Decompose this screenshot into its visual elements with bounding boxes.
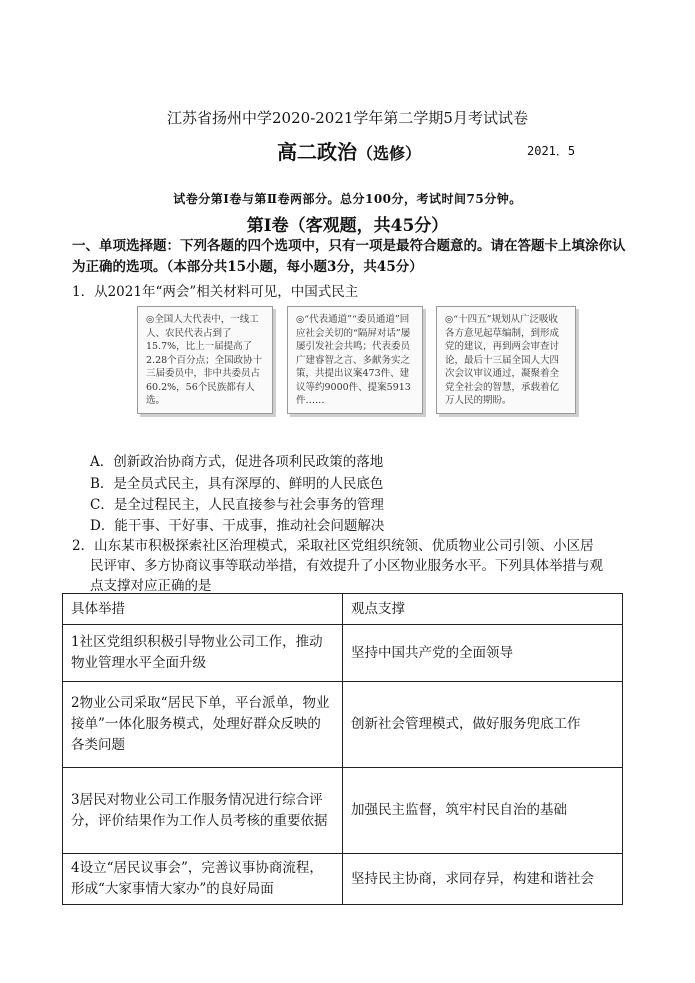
exam-title: 江苏省扬州中学2020-2021学年第二学期5月考试试卷	[167, 109, 528, 127]
exam-notice: 试卷分第Ⅰ卷与第Ⅱ卷两部分。总分100分，考试时间75分钟。	[173, 192, 522, 206]
exam-date: 2021．5	[527, 144, 576, 158]
view-cell: 坚持民主协商，求同存异，构建和谐社会	[343, 854, 623, 905]
q1-option-c: C．是全过程民主，人民直接参与社会事务的管理	[90, 497, 384, 513]
table-row	[63, 682, 623, 768]
quote-box-2: ◎“代表通道”“委员通道”回应社会关切的“隔屏对话”屡屡引发社会共鸣；代表委员广建睿智之言、多献务实之策，共提出议案473件、建议等约9000件、提案5913件……	[287, 306, 423, 414]
measure-cell: 4设立“居民议事会”，完善议事协商流程，形成“大家事情大家办”的良好局面	[63, 854, 343, 905]
measure-cell: 2物业公司采取“居民下单，平台派单，物业接单”一体化服务模式，处理好群众反映的各类问题	[63, 682, 343, 768]
q1-option-d: D．能干事、干好事、干成事，推动社会问题解决	[90, 518, 385, 534]
subject-name: 高二政治	[277, 140, 357, 164]
measure-cell: 1社区党组织积极引导物业公司工作，推动物业管理水平全面升级	[63, 625, 343, 682]
exam-subtitle	[277, 136, 421, 165]
subject-note: （选修）	[357, 144, 422, 163]
q1-option-a: A．创新政治协商方式，促进各项利民政策的落地	[90, 454, 384, 470]
section-instruction: 一、单项选择题：下列各题的四个选项中，只有一项是最符合题意的。请在答题卡上填涂你认为正确的选项。（本部分共15小题，每小题3分，共45分）	[72, 238, 626, 275]
question-2-stem-line2: 民评审、多方协商议事等联动举措，有效提升了小区物业服务水平。下列具体举措与观	[90, 558, 603, 574]
quote-box-3: ◎“十四五”规划从广泛吸收各方意见起草编制，到形成党的建议，再到两会审查讨论，最后十三届全国人大四次会议审议通过，凝聚着全党全社会的智慧，承载着亿万人民的期盼。	[436, 306, 576, 414]
question-2-stem-line1: 2．山东某市积极探索社区治理模式，采取社区党组织统领、优质物业公司引领、小区居	[72, 538, 594, 554]
part-title: 第Ⅰ卷（客观题，共45分）	[246, 216, 449, 236]
view-cell: 加强民主监督，筑牢村民自治的基础	[343, 768, 623, 854]
table-row	[63, 625, 623, 682]
q1-option-b: B．是全员式民主，具有深厚的、鲜明的人民底色	[90, 476, 384, 492]
quote-box-1: ◎全国人大代表中，一线工人、农民代表占到了15.7%，比上一届提高了2.28个百分点；全国政协十三届委员中，非中共委员占60.2%，56个民族都有人选。	[137, 306, 273, 414]
view-cell: 坚持中国共产党的全面领导	[343, 625, 623, 682]
header-view: 观点支撑	[343, 594, 623, 625]
measures-table	[62, 593, 623, 905]
measure-cell: 3居民对物业公司工作服务情况进行综合评分，评价结果作为工作人员考核的重要依据	[63, 768, 343, 854]
view-cell: 创新社会管理模式，做好服务兜底工作	[343, 682, 623, 768]
table-header-row	[63, 594, 623, 625]
question-2-stem-line3: 点支撑对应正确的是	[90, 578, 212, 594]
question-1-stem: 1．从2021年“两会”相关材料可见，中国式民主	[72, 284, 359, 300]
table-row	[63, 768, 623, 854]
header-measure: 具体举措	[63, 594, 343, 625]
table-row	[63, 854, 623, 905]
